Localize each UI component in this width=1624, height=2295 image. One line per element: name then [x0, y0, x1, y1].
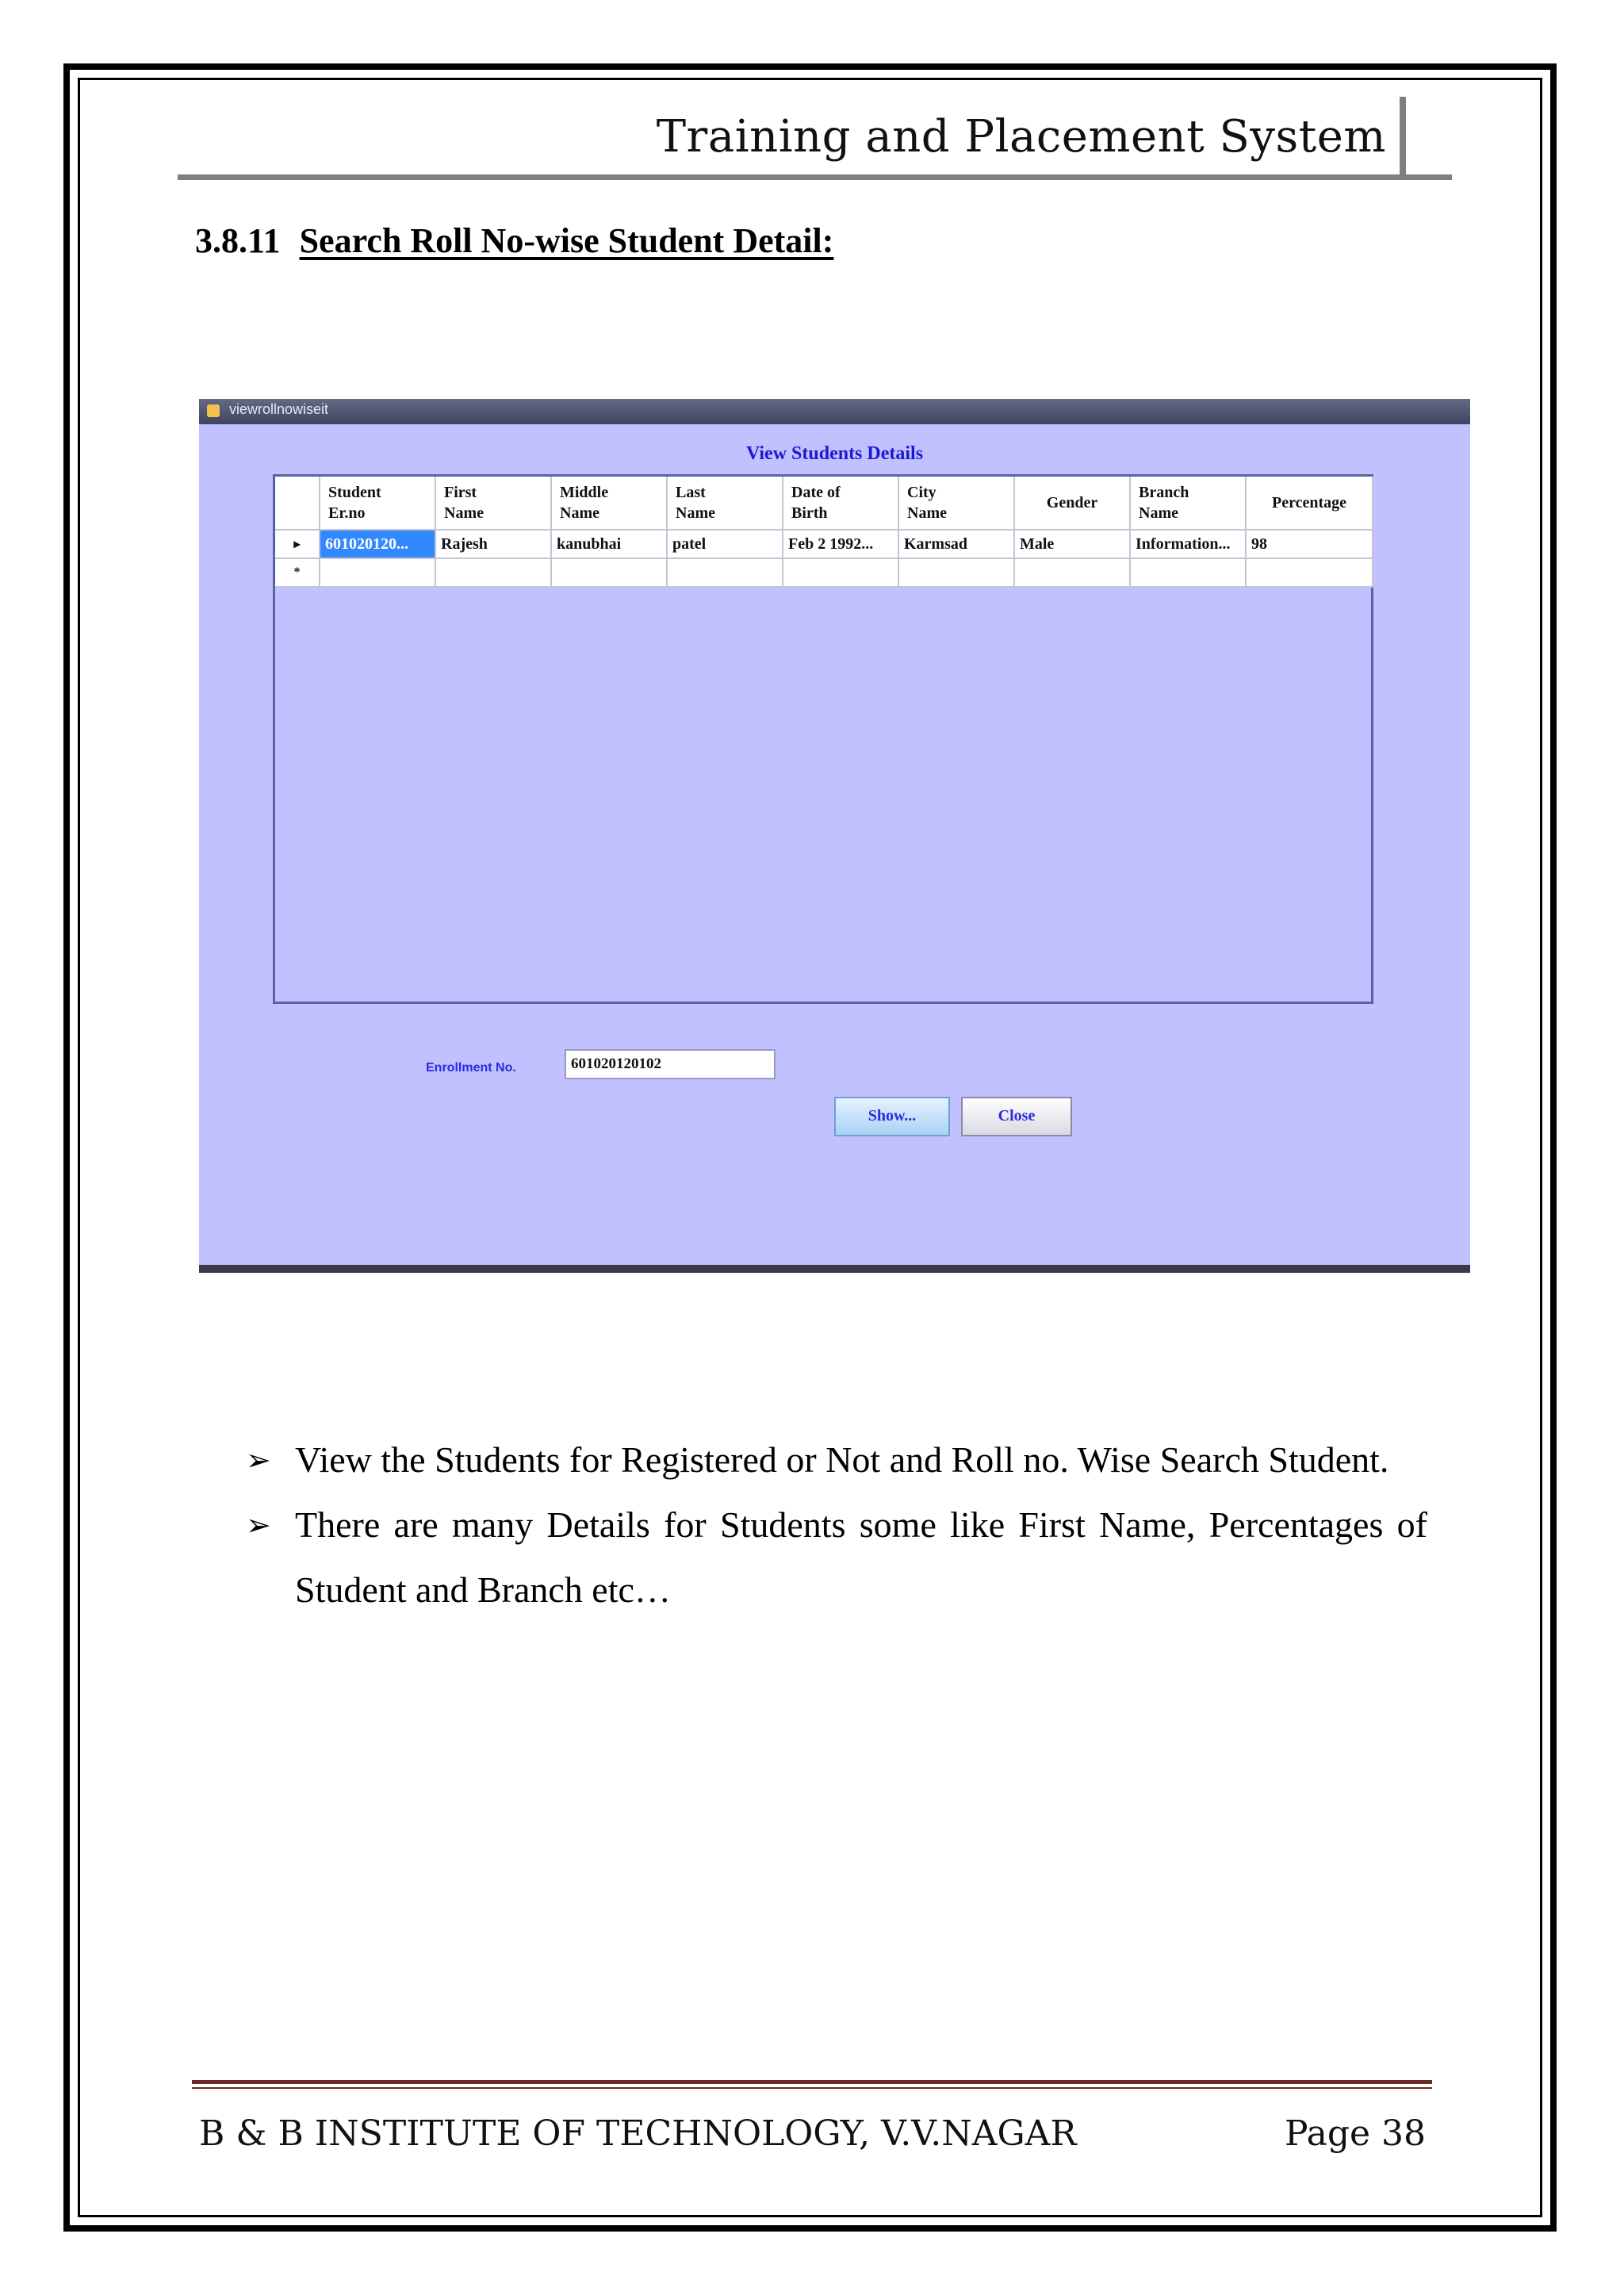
column-header[interactable] [1014, 477, 1130, 530]
table-cell[interactable]: 601020120... [320, 530, 435, 558]
column-header-line: Gender [1046, 494, 1098, 511]
footer-institute: B & B INSTITUTE OF TECHNOLOGY, V.V.NAGAR [199, 2113, 1077, 2154]
document-header-title: Training and Placement System [656, 111, 1386, 163]
column-header[interactable] [1130, 477, 1246, 530]
column-header-line: Name [560, 504, 599, 522]
row-selector[interactable]: ▸ [275, 530, 320, 558]
column-header-line: Name [444, 504, 484, 522]
footer-page-number: Page 38 [1284, 2113, 1426, 2154]
arrow-bullet-icon: ➢ [246, 1508, 271, 1542]
column-header-line: Last [676, 484, 706, 501]
table-cell[interactable] [1014, 558, 1130, 587]
row-header-corner [275, 477, 320, 530]
arrow-bullet-icon: ➢ [246, 1443, 271, 1477]
table-cell[interactable] [783, 558, 898, 587]
footer-rule-thick [192, 2080, 1432, 2084]
table-cell[interactable]: patel [667, 530, 783, 558]
list-item [246, 1427, 1427, 1492]
window-title: viewrollnowiseit [229, 401, 329, 417]
column-header[interactable] [320, 477, 435, 530]
column-header-line: Name [1139, 504, 1178, 522]
column-header-line: Date of [791, 484, 841, 501]
column-header-line: Student [328, 484, 381, 501]
table-cell[interactable]: kanubhai [551, 530, 667, 558]
section-heading [195, 220, 833, 261]
column-header[interactable] [551, 477, 667, 530]
close-button[interactable]: Close [961, 1097, 1072, 1136]
table-cell[interactable] [435, 558, 551, 587]
table-row[interactable] [275, 558, 1373, 587]
app-icon [207, 404, 220, 417]
enrollment-input[interactable]: 601020120102 [565, 1049, 776, 1079]
column-header-line: Name [907, 504, 947, 522]
column-header-line: Branch [1139, 484, 1189, 501]
column-header[interactable] [667, 477, 783, 530]
table-cell[interactable]: Rajesh [435, 530, 551, 558]
window-bottom-edge [199, 1265, 1470, 1273]
column-header-line: Birth [791, 504, 828, 522]
header-rule [178, 174, 1452, 180]
footer-rule-thin [192, 2087, 1432, 2089]
column-header[interactable] [435, 477, 551, 530]
show-button[interactable]: Show... [834, 1097, 950, 1136]
table-cell[interactable] [667, 558, 783, 587]
table-header-row [275, 477, 1373, 530]
table-cell[interactable]: Feb 2 1992... [783, 530, 898, 558]
table-cell[interactable]: 98 [1246, 530, 1373, 558]
header-vertical-rule [1400, 97, 1406, 180]
table-row[interactable] [275, 530, 1373, 558]
enrollment-label: Enrollment No. [426, 1061, 516, 1075]
column-header[interactable] [898, 477, 1014, 530]
bullet-text: There are many Details for Students some like First Name, Percentages of Student and Branch etc… [295, 1504, 1427, 1610]
app-heading: View Students Details [745, 443, 924, 464]
table-cell[interactable]: Information... [1130, 530, 1246, 558]
list-item [246, 1492, 1427, 1623]
students-data-grid[interactable] [273, 474, 1373, 1004]
row-selector[interactable]: * [275, 558, 320, 587]
column-header-line: Middle [560, 484, 609, 501]
app-screenshot-window [199, 399, 1470, 1273]
column-header-line: Er.no [328, 504, 366, 522]
column-header-line: City [907, 484, 936, 501]
column-header-line: Name [676, 504, 715, 522]
column-header-line: First [444, 484, 477, 501]
table-cell[interactable] [898, 558, 1014, 587]
column-header[interactable] [1246, 477, 1373, 530]
table-cell[interactable]: Karmsad [898, 530, 1014, 558]
section-title: Search Roll No-wise Student Detail: [299, 221, 834, 260]
section-number: 3.8.11 [195, 221, 281, 260]
column-header[interactable] [783, 477, 898, 530]
window-titlebar[interactable] [199, 399, 1470, 424]
bullet-text: View the Students for Registered or Not and Roll no. Wise Search Student. [295, 1439, 1389, 1480]
students-table [275, 477, 1373, 588]
table-cell[interactable] [1246, 558, 1373, 587]
table-cell[interactable]: Male [1014, 530, 1130, 558]
table-cell[interactable] [551, 558, 667, 587]
table-cell[interactable] [1130, 558, 1246, 587]
column-header-line: Percentage [1271, 494, 1347, 511]
table-cell[interactable] [320, 558, 435, 587]
bullet-list [246, 1427, 1427, 1623]
